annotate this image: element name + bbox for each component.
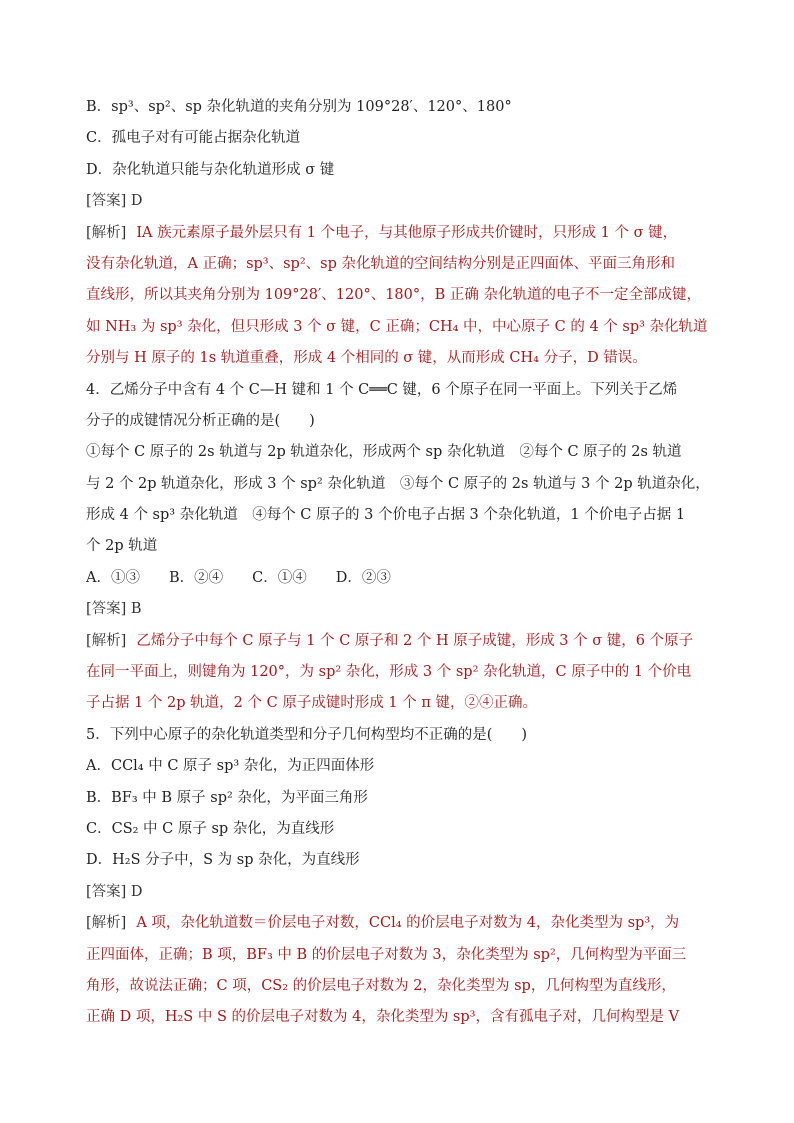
q3-answer: [答案] D [86,193,143,210]
q4-item-line-3: 形成 4 个 sp³ 杂化轨道 ④每个 C 原子的 3 个价电子占据 3 个杂化轨道，1 个价电子占据 1 [86,507,686,524]
q4-stem-line-2: 分子的成键情况分析正确的是( ) [86,412,315,429]
q4-analysis-line-3: 子占据 1 个 2p 轨道，2 个 C 原子成键时形成 1 个 π 键，②④正确。 [86,695,538,712]
q3-analysis-tag: [解析] [86,224,127,241]
q4-analysis-tag: [解析] [86,632,127,649]
q5-analysis-line-2: 正四面体，正确；B 项，BF₃ 中 B 的价层电子对数为 3，杂化类型为 sp²，几何构型为平面三 [86,946,687,963]
q5-analysis-line-1 [86,908,736,939]
q3-option-c: C．孤电子对有可能占据杂化轨道 [86,130,301,147]
q3-analysis-line-3: 直线形，所以其夹角分别为 109°28′、120°、180°，B 正确 杂化轨道的电子不一定全部成键， [86,287,702,304]
q4-item-line-4: 个 2p 轨道 [86,538,158,555]
q5-option-c: C．CS₂ 中 C 原子 sp 杂化，为直线形 [86,820,335,837]
q3-analysis-line-1 [86,218,736,249]
q4-item-line-2: 与 2 个 2p 轨道杂化，形成 3 个 sp² 杂化轨道 ③每个 C 原子的 2s 轨道与 3 个 2p 轨道杂化， [86,475,710,492]
q4-analysis-line-2: 在同一平面上，则键角为 120°，为 sp² 杂化，形成 3 个 sp² 杂化轨道，C 原子中的 1 个价电 [86,664,692,681]
document-page [86,92,736,1034]
q3-option-b: B．sp³、sp²、sp 杂化轨道的夹角分别为 109°28′、120°、180° [86,99,512,115]
q4-options: A．①③ B．②④ C．①④ D．②③ [86,569,391,586]
q5-option-a: A．CCl₄ 中 C 原子 sp³ 杂化，为正四面体形 [86,758,375,775]
q5-analysis-text: A 项，杂化轨道数＝价层电子对数，CCl₄ 的价层电子对数为 4，杂化类型为 sp³，为 [136,915,680,932]
q5-analysis-line-3: 角形，故说法正确；C 项，CS₂ 的价层电子对数为 2，杂化类型为 sp，几何构型为直线形， [86,977,676,994]
q3-option-d: D．杂化轨道只能与杂化轨道形成 σ 键 [86,161,335,178]
q4-stem-line-1: 4．乙烯分子中含有 4 个 C—H 键和 1 个 C══C 键，6 个原子在同一平面上。下列关于乙烯 [86,381,678,398]
q3-analysis-line-4: 如 NH₃ 为 sp³ 杂化，但只形成 3 个 σ 键，C 正确；CH₄ 中，中心原子 C 的 4 个 sp³ 杂化轨道 [86,318,708,335]
q4-answer: [答案] B [86,601,142,618]
q5-option-d: D．H₂S 分子中，S 为 sp 杂化，为直线形 [86,852,360,869]
q5-analysis-tag: [解析] [86,915,127,932]
q3-analysis-line-2: 没有杂化轨道，A 正确；sp³、sp²、sp 杂化轨道的空间结构分别是正四面体、平面三角形和 [86,255,675,272]
q4-analysis-text: 乙烯分子中每个 C 原子与 1 个 C 原子和 2 个 H 原子成键，形成 3 个 σ 键，6 个原子 [136,632,694,649]
q5-answer: [答案] D [86,883,143,900]
q4-item-line-1: ①每个 C 原子的 2s 轨道与 2p 轨道杂化，形成两个 sp 杂化轨道 ②每个 C 原子的 2s 轨道 [86,444,682,461]
q4-analysis-line-1 [86,626,736,657]
q5-option-b: B．BF₃ 中 B 原子 sp² 杂化，为平面三角形 [86,789,368,806]
q3-analysis-text: ⅠA 族元素原子最外层只有 1 个电子，与其他原子形成共价键时，只形成 1 个 σ 键， [136,224,678,241]
q3-analysis-line-5: 分别与 H 原子的 1s 轨道重叠，形成 4 个相同的 σ 键，从而形成 CH₄ 分子，D 错误。 [86,350,647,367]
q5-analysis-line-4: 正确 D 项，H₂S 中 S 的价层电子对数为 4，杂化类型为 sp³，含有孤电子对，几何构型是 V [86,1009,680,1026]
q5-stem: 5．下列中心原子的杂化轨道类型和分子几何构型均不正确的是( ) [86,726,528,743]
